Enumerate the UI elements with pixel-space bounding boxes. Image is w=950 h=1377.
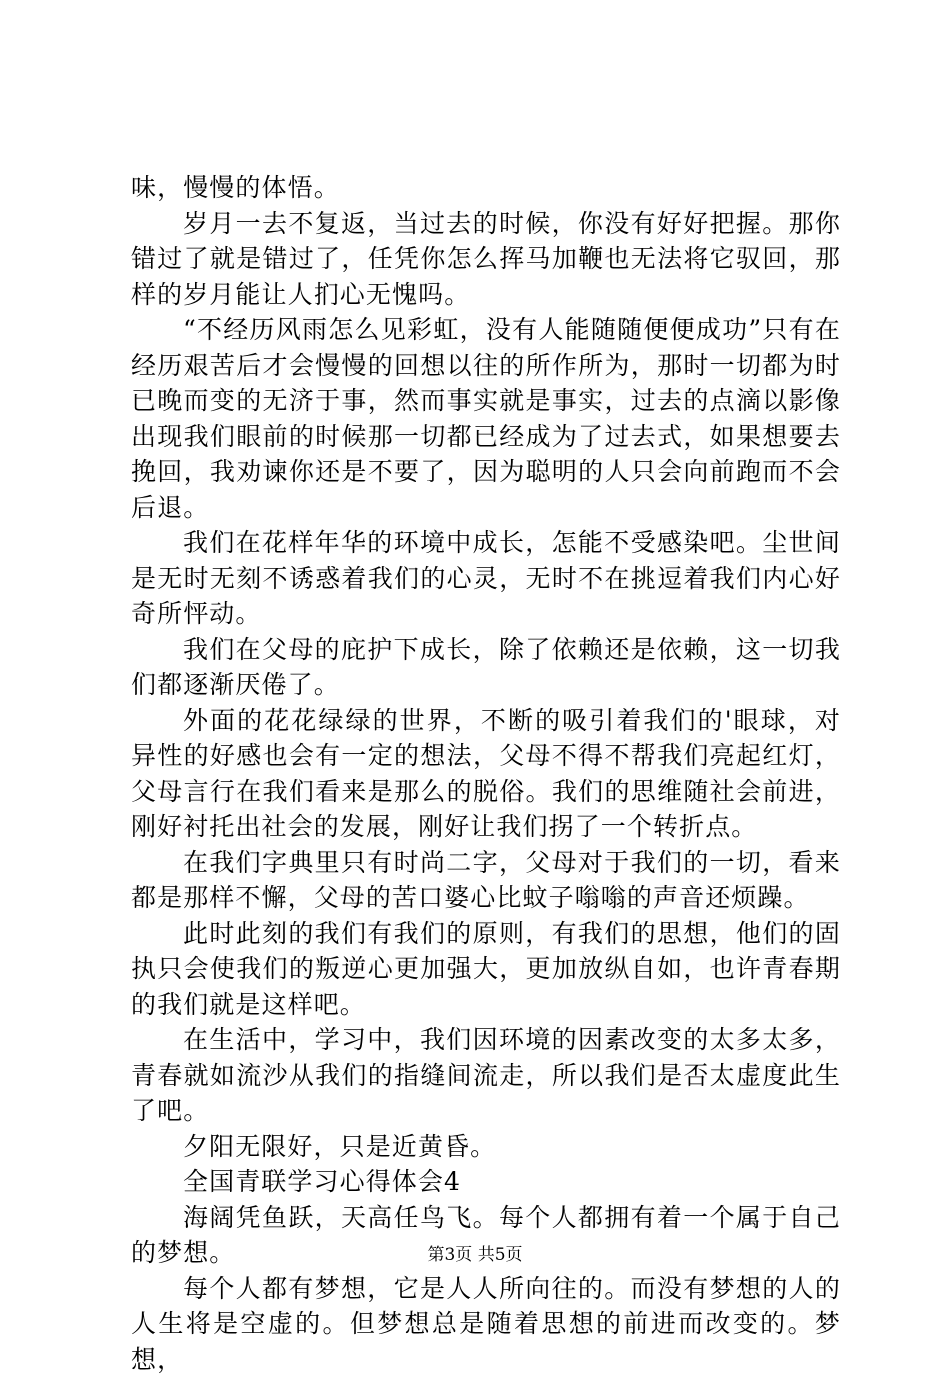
paragraph: 我们在父母的庇护下成长，除了依赖还是依赖，这一切我们都逐渐厌倦了。 <box>131 632 841 703</box>
paragraph: “不经历风雨怎么见彩虹，没有人能随随便便成功”只有在经历艰苦后才会慢慢的回想以往的所作所为，那时一切都为时已晚而变的无济于事，然而事实就是事实，过去的点滴以影像出现我们眼前的时候那一切都已经成为了过去式，如果想要去挽回，我劝谏你还是不要了，因为聪明的人只会向前跑而不会后退。 <box>131 312 841 525</box>
paragraph: 岁月一去不复返，当过去的时候，你没有好好把握。那你错过了就是错过了，任凭你怎么挥马加鞭也无法将它驭回，那样的岁月能让人扪心无愧吗。 <box>131 206 841 313</box>
document-body <box>131 170 841 1377</box>
paragraph: 海阔凭鱼跃，天高任鸟飞。每个人都拥有着一个属于自己的梦想。 <box>131 1200 841 1271</box>
section-heading: 全国青联学习心得体会4 <box>131 1164 841 1200</box>
paragraph: 夕阳无限好，只是近黄昏。 <box>131 1129 841 1165</box>
paragraph: 在我们字典里只有时尚二字，父母对于我们的一切，看来都是那样不懈，父母的苦口婆心比蚊子嗡嗡的声音还烦躁。 <box>131 845 841 916</box>
paragraph: 我们在花样年华的环境中成长，怎能不受感染吧。尘世间是无时无刻不诱惑着我们的心灵，无时不在挑逗着我们内心好奇所怦动。 <box>131 525 841 632</box>
paragraph: 每个人都有梦想，它是人人所向往的。而没有梦想的人的人生将是空虚的。但梦想总是随着思想的前进而改变的。梦想， <box>131 1271 841 1377</box>
paragraph: 在生活中，学习中，我们因环境的因素改变的太多太多，青春就如流沙从我们的指缝间流走，所以我们是否太虚度此生了吧。 <box>131 1022 841 1129</box>
page-number-footer: 第3页 共5页 <box>0 1244 950 1266</box>
paragraph: 此时此刻的我们有我们的原则，有我们的思想，他们的固执只会使我们的叛逆心更加强大，更加放纵自如，也许青春期的我们就是这样吧。 <box>131 916 841 1023</box>
paragraph: 味，慢慢的体悟。 <box>131 170 841 206</box>
paragraph: 外面的花花绿绿的世界，不断的吸引着我们的'眼球，对异性的好感也会有一定的想法，父母不得不帮我们亮起红灯，父母言行在我们看来是那么的脱俗。我们的思维随社会前进，刚好衬托出社会的发展，刚好让我们拐了一个转折点。 <box>131 703 841 845</box>
